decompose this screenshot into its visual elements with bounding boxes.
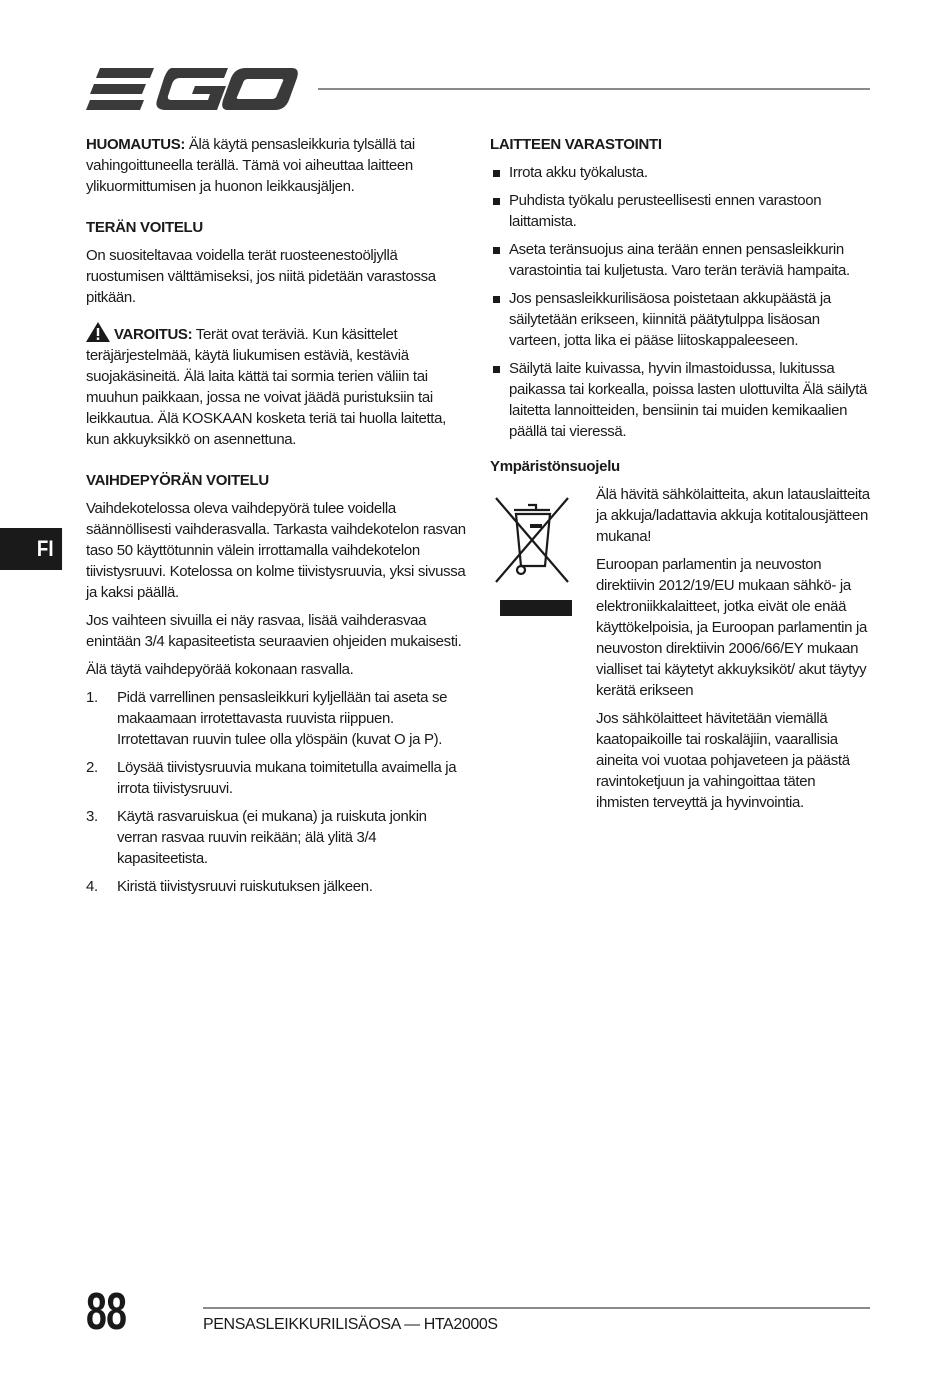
list-item: 1. Pidä varrellinen pensasleikkuri kyljellään tai aseta se makaamaan irrotettavasta ruuvista riippuen. Irrotettavan ruuvin tulee olla ylöspäin (kuvat O ja P).: [86, 689, 448, 748]
list-item: Aseta teränsuojus aina terään ennen pensasleikkurin varastointia tai kuljetusta. Varo terän teräviä hampaita.: [490, 239, 870, 281]
environment-paragraph-3: Jos sähkölaitteet hävitetään viemällä kaatopaikoille tai roskaläjiin, vaarallisia aineita voi vuotaa pohjaveteen ja päästä ravintoketjuun ja vahingoittaa täten ihmisten terveyttä ja hyvinvointia.: [596, 710, 850, 811]
list-item: Puhdista työkalu perusteellisesti ennen varastoon laittamista.: [490, 190, 870, 232]
environment-section: [490, 484, 870, 820]
list-item: Irrota akku työkalusta.: [490, 162, 870, 183]
warning-text: Terät ovat teräviä. Kun käsittelet teräjärjestelmää, käytä liukumisen estäviä, kestäviä suojakäsineitä. Älä laita kättä tai sormia terien väliin tai muuhun paikkaan, jossa ne voivat jäädä puristuksiin tai leikkautua. Älä KOSKAAN kosketa teriä tai huolla laitetta, kun akkuyksikkö on asennettuna.: [86, 326, 446, 448]
list-item: 4. Kiristä tiivistysruuvi ruiskutuksen jälkeen.: [86, 878, 373, 895]
bullet-icon: [493, 366, 500, 373]
environment-text: [596, 484, 870, 820]
right-column: [490, 134, 870, 820]
warning-paragraph: [86, 322, 466, 450]
footer-rule: [203, 1307, 870, 1309]
bullet-icon: [493, 247, 500, 254]
list-item: 2. Löysää tiivistysruuvia mukana toimitetulla avaimella ja irrota tiivistysruuvi.: [86, 759, 457, 797]
list-item: Säilytä laite kuivassa, hyvin ilmastoidussa, lukitussa paikassa tai korkealla, poissa lasten ulottuvilta Älä säilytä laitetta lannoitteiden, bensiinin tai muiden kemikaalien päällä tai vieressä.: [490, 358, 870, 442]
list-item: 3. Käytä rasvaruiskua (ei mukana) ja ruiskuta jonkin verran rasvaa ruuvin reikään; älä ylitä 3/4 kapasiteetista.: [86, 808, 427, 867]
list-item: Jos pensasleikkurilisäosa poistetaan akkupäästä ja säilytetään erikseen, kiinnitä päätytulppa lisäosan varteen, jotta lika ei pääse liitoskappaleeseen.: [490, 288, 870, 351]
storage-list: [490, 162, 870, 442]
blade-lubrication-text: On suositeltavaa voidella terät ruosteenestoöljyllä ruostumisen välttämiseksi, jos niitä pidetään varastossa pitkään.: [86, 247, 436, 306]
warning-lead: VAROITUS:: [114, 326, 193, 343]
bullet-icon: [493, 170, 500, 177]
environment-heading: Ympäristönsuojelu: [490, 458, 620, 475]
ego-logo: [86, 64, 298, 114]
bullet-icon: [493, 296, 500, 303]
gear-steps-list: [86, 687, 466, 897]
left-column: [86, 134, 466, 904]
note-text: Älä käytä pensasleikkuria tylsällä tai vahingoittuneella terällä. Tämä voi aiheuttaa laitteen ylikuormittumisen ja huonon leikkausjäljen.: [86, 136, 415, 195]
page-number: 88: [86, 1283, 127, 1341]
gear-lubrication-heading: VAIHDEPYÖRÄN VOITELU: [86, 472, 269, 489]
bullet-icon: [493, 198, 500, 205]
note-paragraph: [86, 134, 466, 197]
blade-lubrication-heading: TERÄN VOITELU: [86, 219, 203, 236]
storage-heading: LAITTEEN VARASTOINTI: [490, 136, 662, 153]
crossed-wheelie-bin-icon: [490, 484, 574, 618]
header-rule: [318, 88, 870, 90]
gear-paragraph-1: Vaihdekotelossa oleva vaihdepyörä tulee voidella säännöllisesti vaihderasvalla. Tarkasta vaihdekotelon rasvan taso 50 käyttötunnin välein irrottamalla vaihdekotelon tiivistysruuvi. Kotelossa on kolme tiivistysruuvia, yksi sivussa ja kaksi päällä.: [86, 500, 466, 601]
environment-paragraph-1: Älä hävitä sähkölaitteita, akun latauslaitteita ja akkuja/ladattavia akkuja kotitalousjätteen mukana!: [596, 486, 870, 545]
note-lead: HUOMAUTUS:: [86, 136, 185, 153]
footer-title: PENSASLEIKKURILISÄOSA — HTA2000S: [203, 1316, 498, 1333]
gear-paragraph-3: Älä täytä vaihdepyörää kokonaan rasvalla.: [86, 661, 354, 678]
environment-paragraph-2: Euroopan parlamentin ja neuvoston direktiivin 2012/19/EU mukaan sähkö- ja elektroniikkalaitteet, jotka eivät ole enää käyttökelpoisia, ja Euroopan parlamentin ja neuvoston direktiivin 2006/66/EY mukaan vialliset tai käytetyt akkuyksiköt/ akut täytyy kerätä erikseen: [596, 556, 867, 699]
language-tab: FI: [0, 528, 62, 570]
warning-triangle-icon: [86, 322, 110, 342]
gear-paragraph-2: Jos vaihteen sivuilla ei näy rasvaa, lisää vaihderasvaa enintään 3/4 kapasiteetista seuraavien ohjeiden mukaisesti.: [86, 612, 462, 650]
